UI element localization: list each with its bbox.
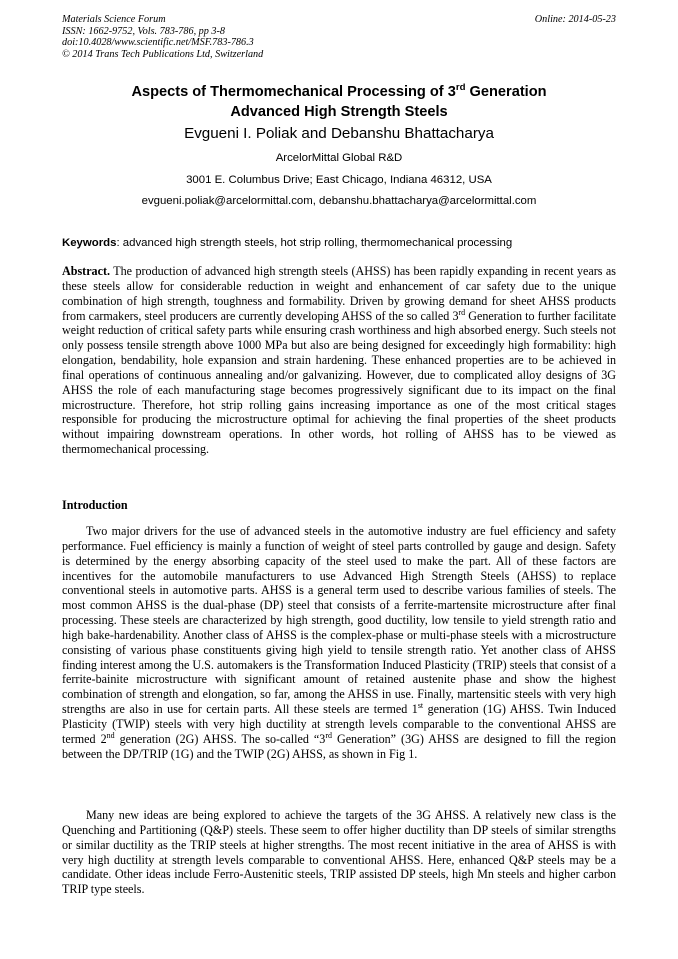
intro-p1-sup-3: rd xyxy=(325,730,332,740)
title-text-end: Generation xyxy=(465,84,547,100)
keywords xyxy=(62,236,616,250)
issn-line: ISSN: 1662-9752, Vols. 783-786, pp 3-8 xyxy=(62,25,225,37)
intro-p1-sup-1: st xyxy=(417,701,424,711)
intro-p1-text-2: generation (1G) AHSS. Twin Induced Plasticity (TWIP) steels with very high ductility at strength levels comparable to the conventional AHSS are termed 2 xyxy=(62,702,616,746)
doi-line: doi:10.4028/www.scientific.net/MSF.783-786.3 xyxy=(62,37,254,49)
title-text: Aspects of Thermomechanical Processing of 3 xyxy=(131,84,456,100)
intro-p1-text-1: Two major drivers for the use of advanced steels in the automotive industry are fuel efficiency and safety performance. Fuel efficiency is mainly a function of weight of steel parts controlled by gauge and design. Safety is determined by the energy absorbing capacity of the steel used to make the part. All of these factors are incentives for the automobile manufacturers to use Advanced High Strength Steels (AHSS) to replace conventional steels in automotive parts. AHSS is a general term used to describe various families of steels. The most common AHSS is the dual-phase (DP) steel that consists of a ferrite-martensite microstructure after final processing. These steels are characterized by high strength, good ductility, low tensile to yield strength ratio and high bake-hardenability. Another class of AHSS is the complex-phase or multi-phase steels with a microstructure consisting of various phase constituents giving high yield to tensile strength ratio. Yet another class of AHSS finding interest among the U.S. automakers is the Transformation Induced Plasticity (TRIP) steels that consist of a ferrite-bainite microstructure with significant amount of retained austenite phase and show the highest combination of strength and elongation, so far, among the AHSS in use. Finally, martensitic steels with very high strengths are also in use for certain parts. All these steels are termed 1 xyxy=(62,524,616,717)
journal-name: Materials Science Forum xyxy=(62,14,166,25)
title-superscript: rd xyxy=(455,82,466,94)
paper-title xyxy=(62,82,616,122)
abstract-text-2: Generation to further facilitate weight reduction of critical safety parts while ensuring crash worthiness and high absorbed energy. Such steels not only possess tensile strength above 1000 MPa but also are being designed for exceedingly high formability: high elongation, bendability, hole expansion and strain hardening. These enhanced properties are to be achieved in final operations of continuous annealing and/or galvanizing. However, due to complicated alloy designs of 3G AHSS the role of each manufacturing stage becomes progressively significant due to its impact on the final microstructure. Therefore, hot strip rolling gains increasing importance as one of the most critical stages responsible for producing the microstructure optimal for achieving the final properties of the sheet products without impairing downstream operations. In other words, hot rolling of AHSS has to be viewed as thermomechanical processing. xyxy=(62,308,616,457)
author-emails: evgueni.poliak@arcelormittal.com, debanshu.bhattacharya@arcelormittal.com xyxy=(141,195,537,207)
intro-p1-text-4: Generation” (3G) AHSS are designed to fill the region between the DP/TRIP (1G) and the TWIP (2G) AHSS, as shown in Fig 1. xyxy=(62,731,616,761)
copyright-line: © 2014 Trans Tech Publications Ltd, Switzerland xyxy=(62,48,264,60)
title-line-1 xyxy=(62,82,616,102)
section-heading-introduction: Introduction xyxy=(62,498,128,512)
intro-paragraph-2: Many new ideas are being explored to achieve the targets of the 3G AHSS. A relatively new class is the Quenching and Partitioning (Q&P) steels. These seem to offer higher ductility than DP steels of similar strengths or similar ductility as the TRIP steels at higher strengths. The most recent initiative in the area of AHSS is with very high ductility at strength levels comparable to conventional AHSS. Here, enhanced Q&P steels may be a candidate. Other ideas include Ferro-Austenitic steels, TRIP assisted DP steels, high Mn steels and higher carbon TRIP type steels. xyxy=(62,808,616,897)
intro-paragraph-1 xyxy=(62,524,616,762)
keywords-label: Keywords xyxy=(62,237,117,249)
abstract xyxy=(62,264,616,457)
abstract-text-1: The production of advanced high strength steels (AHSS) has been rapidly expanding in recent years as these steels allow for considerable reduction in weight and enhancement of car safety due to the unique combination of high strength, toughness and formability. Driven by growing demand for sheet AHSS products from carmakers, steel producers are currently developing AHSS of the so called 3 xyxy=(62,264,616,323)
abstract-superscript: rd xyxy=(458,307,466,317)
affiliation-address: 3001 E. Columbus Drive; East Chicago, Indiana 46312, USA xyxy=(186,174,492,186)
authors: Evgueni I. Poliak and Debanshu Bhattacharya xyxy=(184,125,494,142)
title-line-2: Advanced High Strength Steels xyxy=(230,104,448,120)
intro-p1-sup-2: nd xyxy=(106,730,115,740)
intro-p1-text-3: generation (2G) AHSS. The so-called “3 xyxy=(114,731,326,746)
journal-header xyxy=(62,14,616,60)
affiliation-org: ArcelorMittal Global R&D xyxy=(275,152,403,164)
abstract-label: Abstract. xyxy=(62,264,111,278)
keywords-text: : advanced high strength steels, hot strip rolling, thermomechanical processing xyxy=(116,237,513,249)
online-date: Online: 2014-05-23 xyxy=(534,14,616,25)
